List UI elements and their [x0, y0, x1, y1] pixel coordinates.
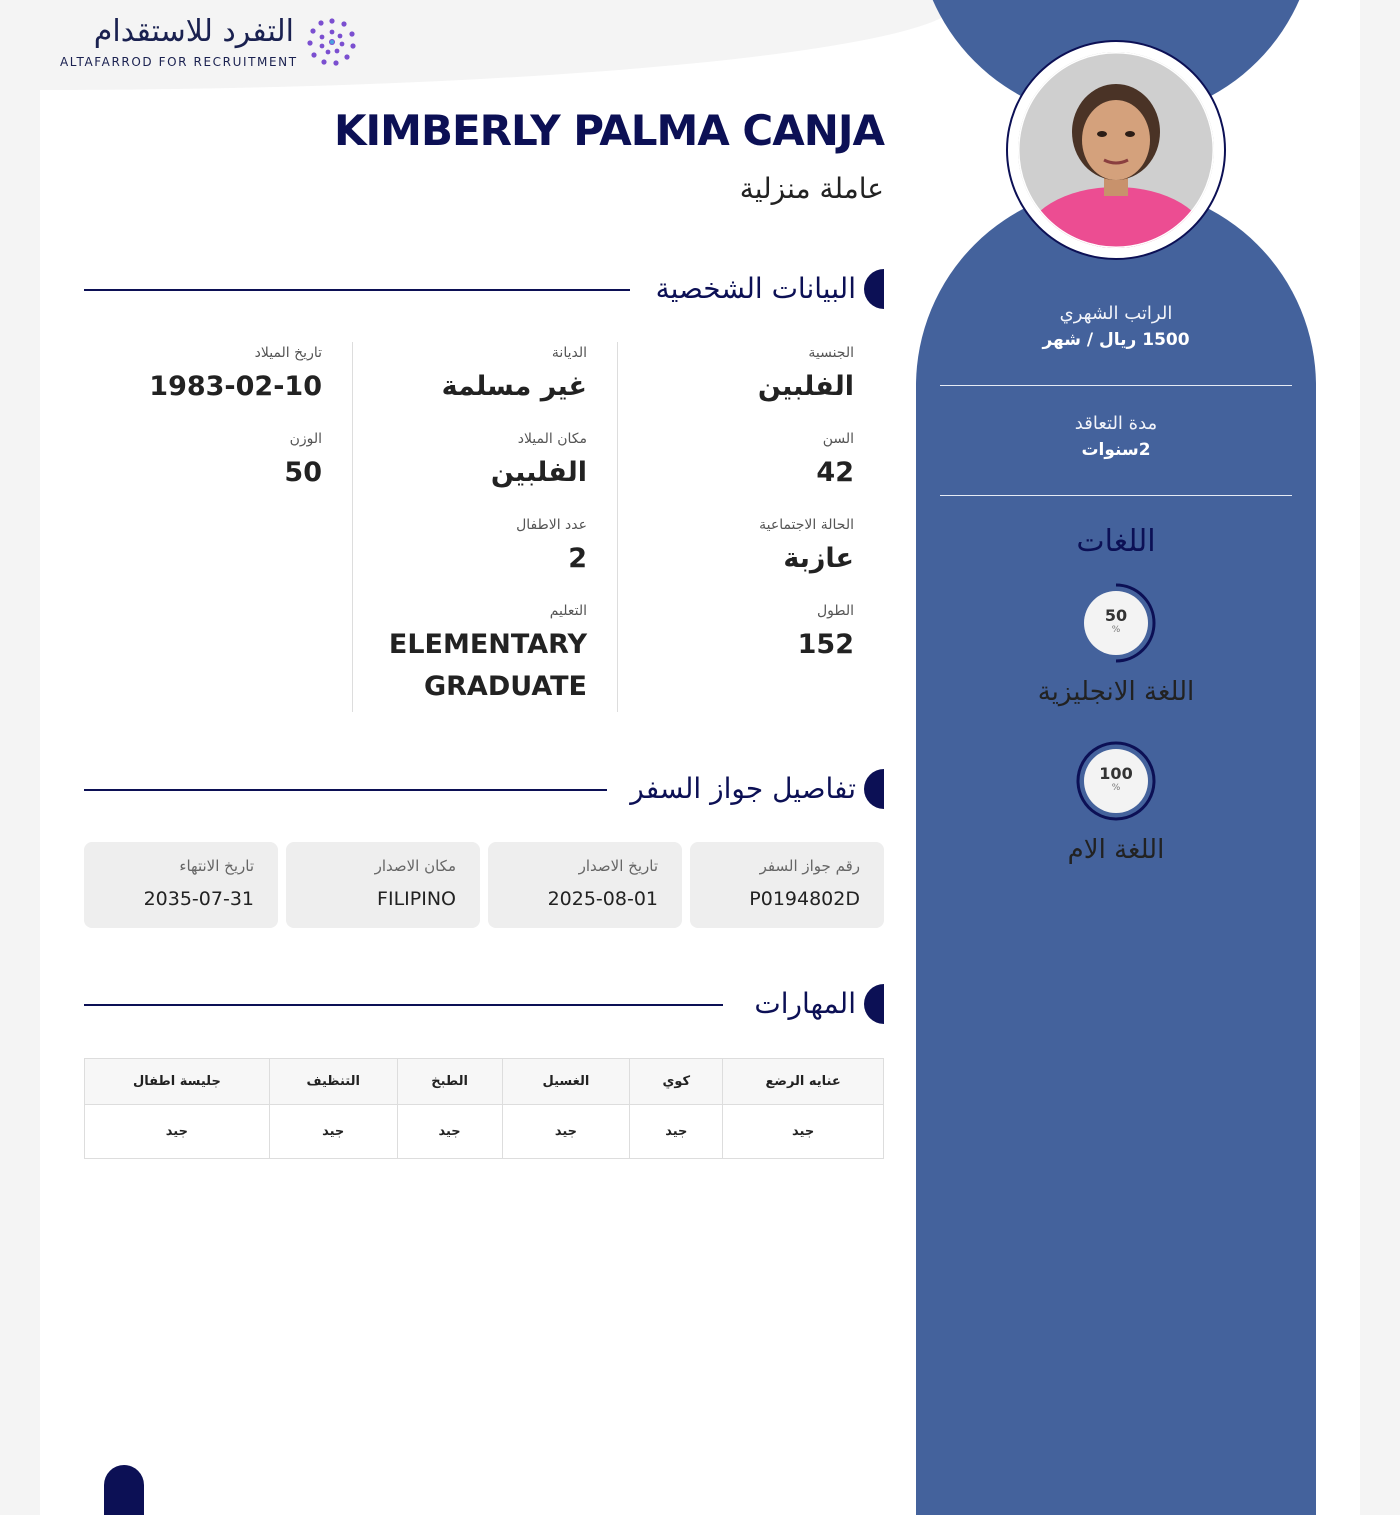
salary-block — [940, 303, 1292, 350]
cv-page — [40, 0, 1360, 1515]
info-value: 50 — [284, 457, 322, 488]
person-photo-icon — [1018, 52, 1214, 248]
info-religion — [353, 342, 617, 408]
passport-section-header — [84, 769, 884, 809]
sidebar-divider — [940, 385, 1292, 386]
passport-label: مكان الاصدار — [374, 857, 456, 875]
info-value: الفلبين — [757, 371, 854, 402]
passport-expiry-box — [84, 842, 278, 928]
info-value: عازبة — [783, 543, 854, 574]
personal-column-1 — [618, 342, 884, 712]
skill-value: جيد — [502, 1105, 630, 1159]
skills-section-title: المهارات — [754, 987, 856, 1020]
logo-name-ar: التفرد للاستقدام — [93, 14, 294, 49]
info-label: السن — [822, 431, 854, 447]
skill-header: التنظيف — [269, 1059, 397, 1105]
info-birthdate — [86, 342, 352, 408]
info-birthplace — [353, 428, 617, 494]
language-name: اللغة الانجليزية — [1037, 677, 1195, 707]
percent-sign: % — [1111, 625, 1121, 635]
percent-sign: % — [1111, 783, 1121, 793]
info-label: الديانة — [551, 345, 587, 361]
info-label: الحالة الاجتماعية — [759, 517, 854, 533]
progress-value-disc — [1084, 749, 1148, 813]
section-tab-marker — [864, 769, 884, 809]
info-height — [618, 600, 884, 666]
info-value: 1983-02-10 — [149, 371, 322, 402]
language-progress-english — [1076, 583, 1156, 663]
language-name: اللغة الام — [1067, 835, 1165, 865]
skill-value: جيد — [269, 1105, 397, 1159]
info-value: 42 — [816, 457, 854, 488]
info-value: الفلبين — [490, 457, 587, 488]
sidebar — [916, 0, 1316, 1515]
avatar-frame — [1006, 40, 1226, 260]
skills-table — [84, 1058, 884, 1159]
passport-label: تاريخ الاصدار — [578, 857, 658, 875]
info-value: غير مسلمة — [441, 371, 587, 402]
passport-value: 2035-07-31 — [143, 888, 254, 910]
candidate-name: KIMBERLY PALMA CANJA — [334, 106, 884, 155]
personal-section-title: البيانات الشخصية — [655, 272, 856, 305]
logo-name-en: ALTAFARROD FOR RECRUITMENT — [60, 55, 298, 69]
avatar — [1018, 52, 1214, 248]
info-age — [618, 428, 884, 494]
salary-value: 1500 ريال / شهر — [1042, 330, 1190, 350]
logo-mark-icon — [304, 14, 360, 70]
company-logo — [60, 12, 360, 72]
passport-value: P0194802D — [749, 888, 860, 910]
info-nationality — [618, 342, 884, 408]
personal-column-2 — [352, 342, 618, 712]
language-progress-native — [1076, 741, 1156, 821]
skill-header: عنايه الرضع — [723, 1059, 884, 1105]
personal-section-header — [84, 269, 884, 309]
info-label: الطول — [816, 603, 854, 619]
skill-value: جيد — [85, 1105, 270, 1159]
salary-label: الراتب الشهري — [1059, 303, 1173, 324]
info-label: مكان الميلاد — [517, 431, 587, 447]
section-tab-marker — [864, 269, 884, 309]
section-divider — [84, 789, 607, 791]
info-label: الوزن — [289, 431, 322, 447]
language-percent: 100 — [1099, 764, 1133, 783]
passport-value: 2025-08-01 — [547, 888, 658, 910]
passport-number-box — [690, 842, 884, 928]
info-education — [353, 600, 617, 708]
job-title: عاملة منزلية — [739, 172, 884, 205]
info-label: التعليم — [549, 603, 587, 619]
info-label: الجنسية — [808, 345, 854, 361]
contract-value: 2سنوات — [1081, 440, 1151, 460]
footer-tab-marker — [104, 1465, 144, 1515]
language-percent: 50 — [1104, 606, 1128, 625]
passport-label: تاريخ الانتهاء — [179, 857, 254, 875]
info-weight — [86, 428, 352, 494]
skill-value: جيد — [723, 1105, 884, 1159]
skill-header: جليسة اطفال — [85, 1059, 270, 1105]
info-value: ELEMENTARY GRADUATE — [388, 629, 587, 702]
passport-label: رقم جواز السفر — [759, 857, 860, 875]
info-label: تاريخ الميلاد — [254, 345, 322, 361]
skills-header-row — [85, 1059, 884, 1105]
passport-section-title: تفاصيل جواز السفر — [630, 772, 856, 805]
skill-header: كوي — [630, 1059, 723, 1105]
languages-title: اللغات — [1076, 524, 1156, 559]
contract-label: مدة التعاقد — [1074, 413, 1158, 434]
contract-block — [940, 413, 1292, 460]
sidebar-divider — [940, 495, 1292, 496]
section-divider — [84, 1004, 723, 1006]
info-value: 2 — [568, 543, 587, 574]
info-children — [353, 514, 617, 580]
skills-section-header — [84, 984, 884, 1024]
passport-value: FILIPINO — [377, 888, 456, 910]
personal-column-3 — [86, 342, 352, 712]
passport-issue-date-box — [488, 842, 682, 928]
progress-value-disc — [1084, 591, 1148, 655]
skill-value: جيد — [397, 1105, 502, 1159]
info-value: 152 — [797, 629, 854, 660]
section-tab-marker — [864, 984, 884, 1024]
skills-value-row — [85, 1105, 884, 1159]
info-marital-status — [618, 514, 884, 580]
skill-header: الغسيل — [502, 1059, 630, 1105]
info-label: عدد الاطفال — [516, 517, 587, 533]
skill-header: الطبخ — [397, 1059, 502, 1105]
section-divider — [84, 289, 630, 291]
skill-value: جيد — [630, 1105, 723, 1159]
passport-issue-place-box — [286, 842, 480, 928]
